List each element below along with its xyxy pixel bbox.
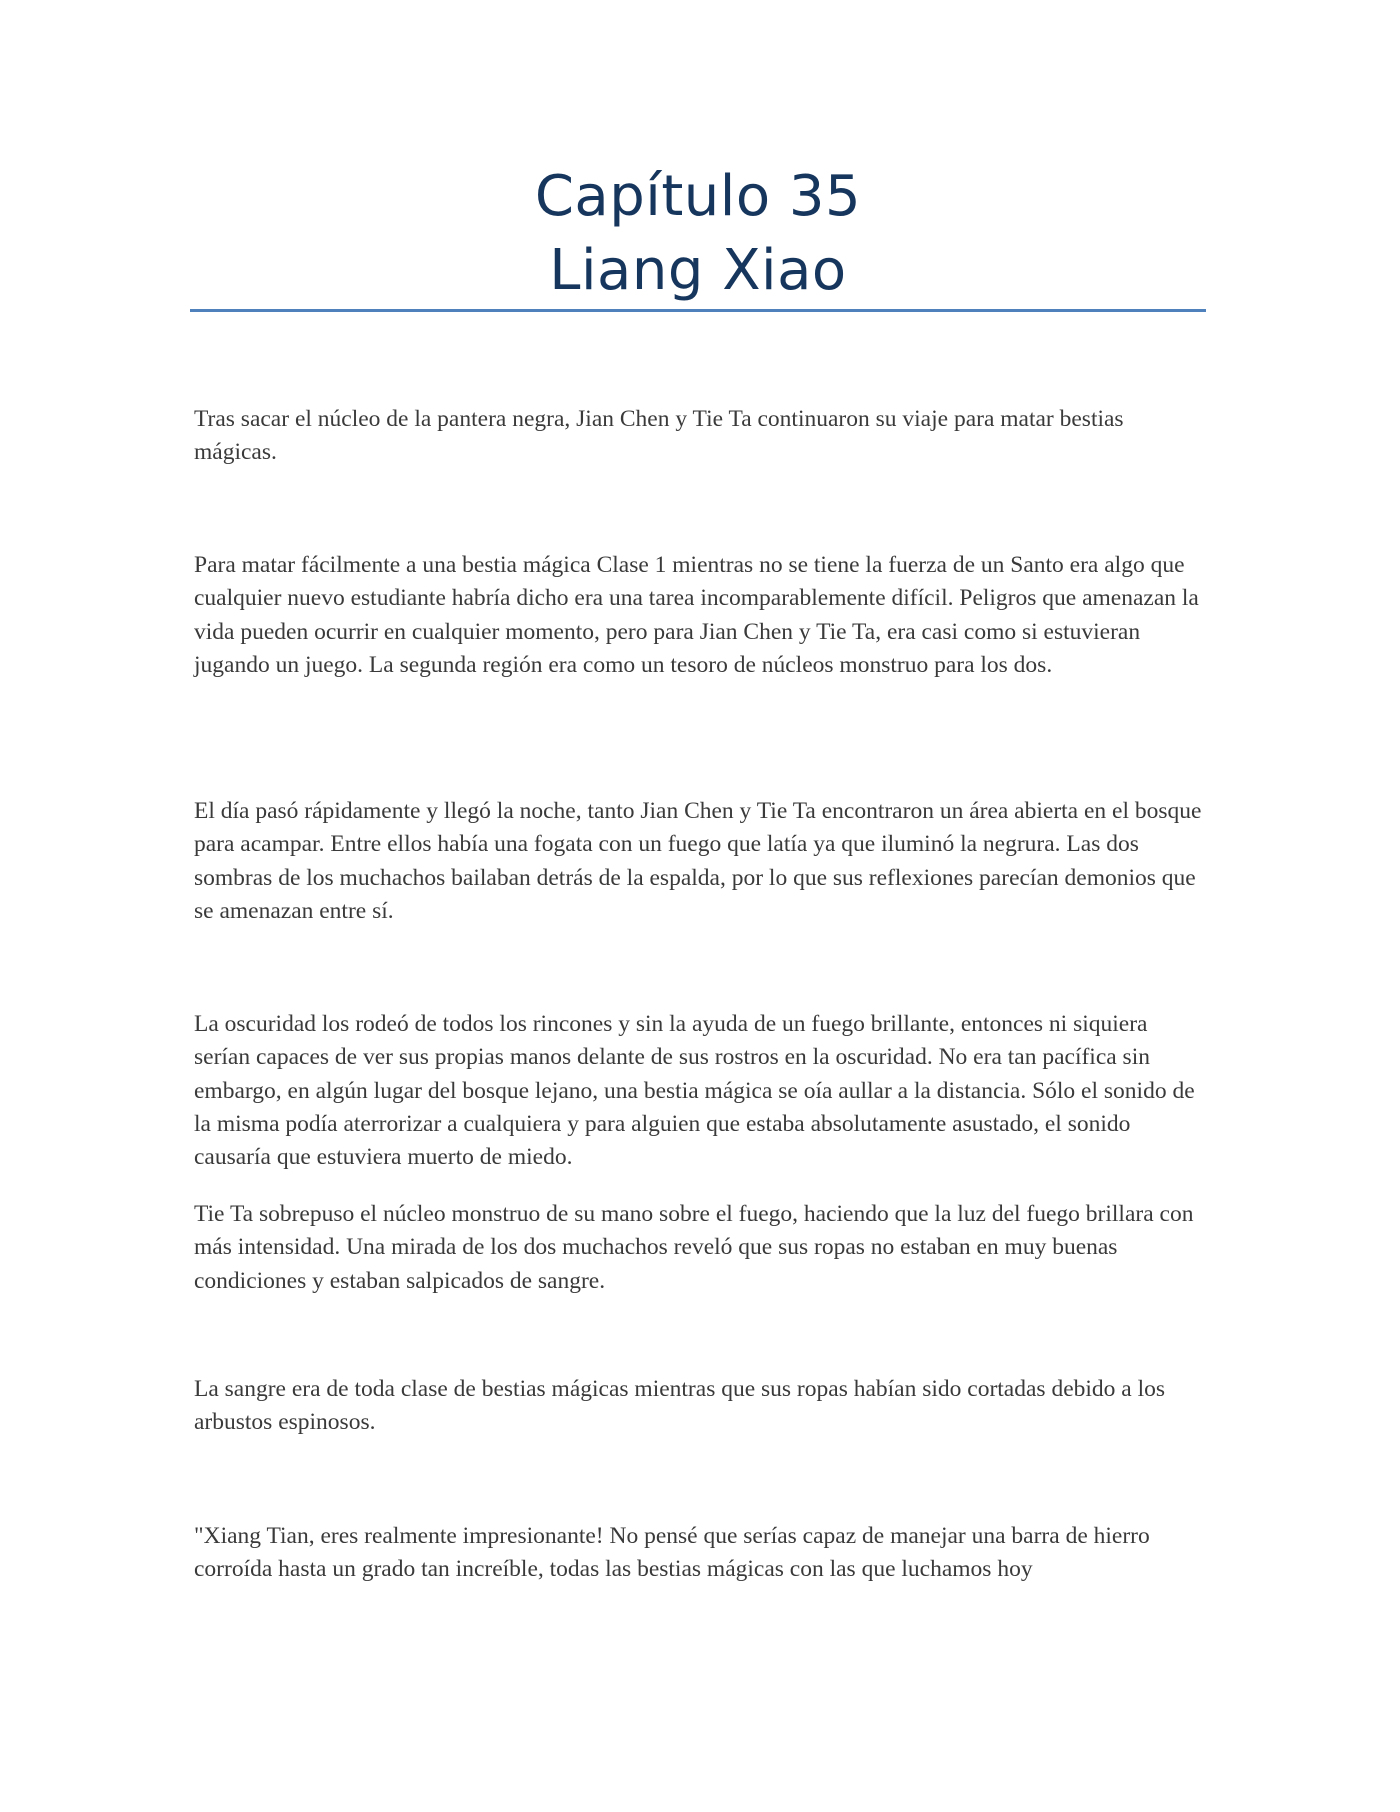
title-divider bbox=[190, 309, 1206, 312]
chapter-title bbox=[190, 160, 1206, 308]
paragraph-3: El día pasó rápidamente y llegó la noche, tanto Jian Chen y Tie Ta encontraron un área abierta en el bosque para acampar. Entre ellos había una fogata con un fuego que latía ya que iluminó la negrura. Las dos sombras de los muchachos bailaban detrás de la espalda, por lo que sus reflexiones parecían demonios que se amenazan entre sí. bbox=[194, 798, 1202, 924]
paragraph-6: La sangre era de toda clase de bestias mágicas mientras que sus ropas habían sido cortadas debido a los arbustos espinosos. bbox=[194, 1376, 1166, 1436]
paragraph-1: Tras sacar el núcleo de la pantera negra, Jian Chen y Tie Ta continuaron su viaje para matar bestias mágicas. bbox=[194, 406, 1124, 466]
paragraph-5: Tie Ta sobrepuso el núcleo monstruo de su mano sobre el fuego, haciendo que la luz del fuego brillara con más intensidad. Una mirada de los dos muchachos reveló que sus ropas no estaban en muy buenas condiciones y estaban salpicados de sangre. bbox=[194, 1201, 1194, 1294]
chapter-number: Capítulo 35 bbox=[534, 164, 862, 229]
paragraph-4: La oscuridad los rodeó de todos los rincones y sin la ayuda de un fuego brillante, entonces ni siquiera serían capaces de ver sus propias manos delante de sus rostros en la oscuridad. No era tan pacífica sin embargo, en algún lugar del bosque lejano, una bestia mágica se oía aullar a la distancia. Sólo el sonido de la misma podía aterrorizar a cualquiera y para alguien que estaba absolutamente asustado, el sonido causaría que estuviera muerto de miedo. bbox=[194, 1011, 1195, 1171]
chapter-name: Liang Xiao bbox=[549, 238, 847, 303]
paragraph-7: "Xiang Tian, eres realmente impresionante! No pensé que serías capaz de manejar una barra de hierro corroída hasta un grado tan increíble, todas las bestias mágicas con las que luchamos hoy bbox=[194, 1523, 1150, 1583]
paragraph-2: Para matar fácilmente a una bestia mágica Clase 1 mientras no se tiene la fuerza de un Santo era algo que cualquier nuevo estudiante habría dicho era una tarea incomparablemente difícil. Peligros que amenazan la vida pueden ocurrir en cualquier momento, pero para Jian Chen y Tie Ta, era casi como si estuvieran jugando un juego. La segunda región era como un tesoro de núcleos monstruo para los dos. bbox=[194, 552, 1199, 678]
